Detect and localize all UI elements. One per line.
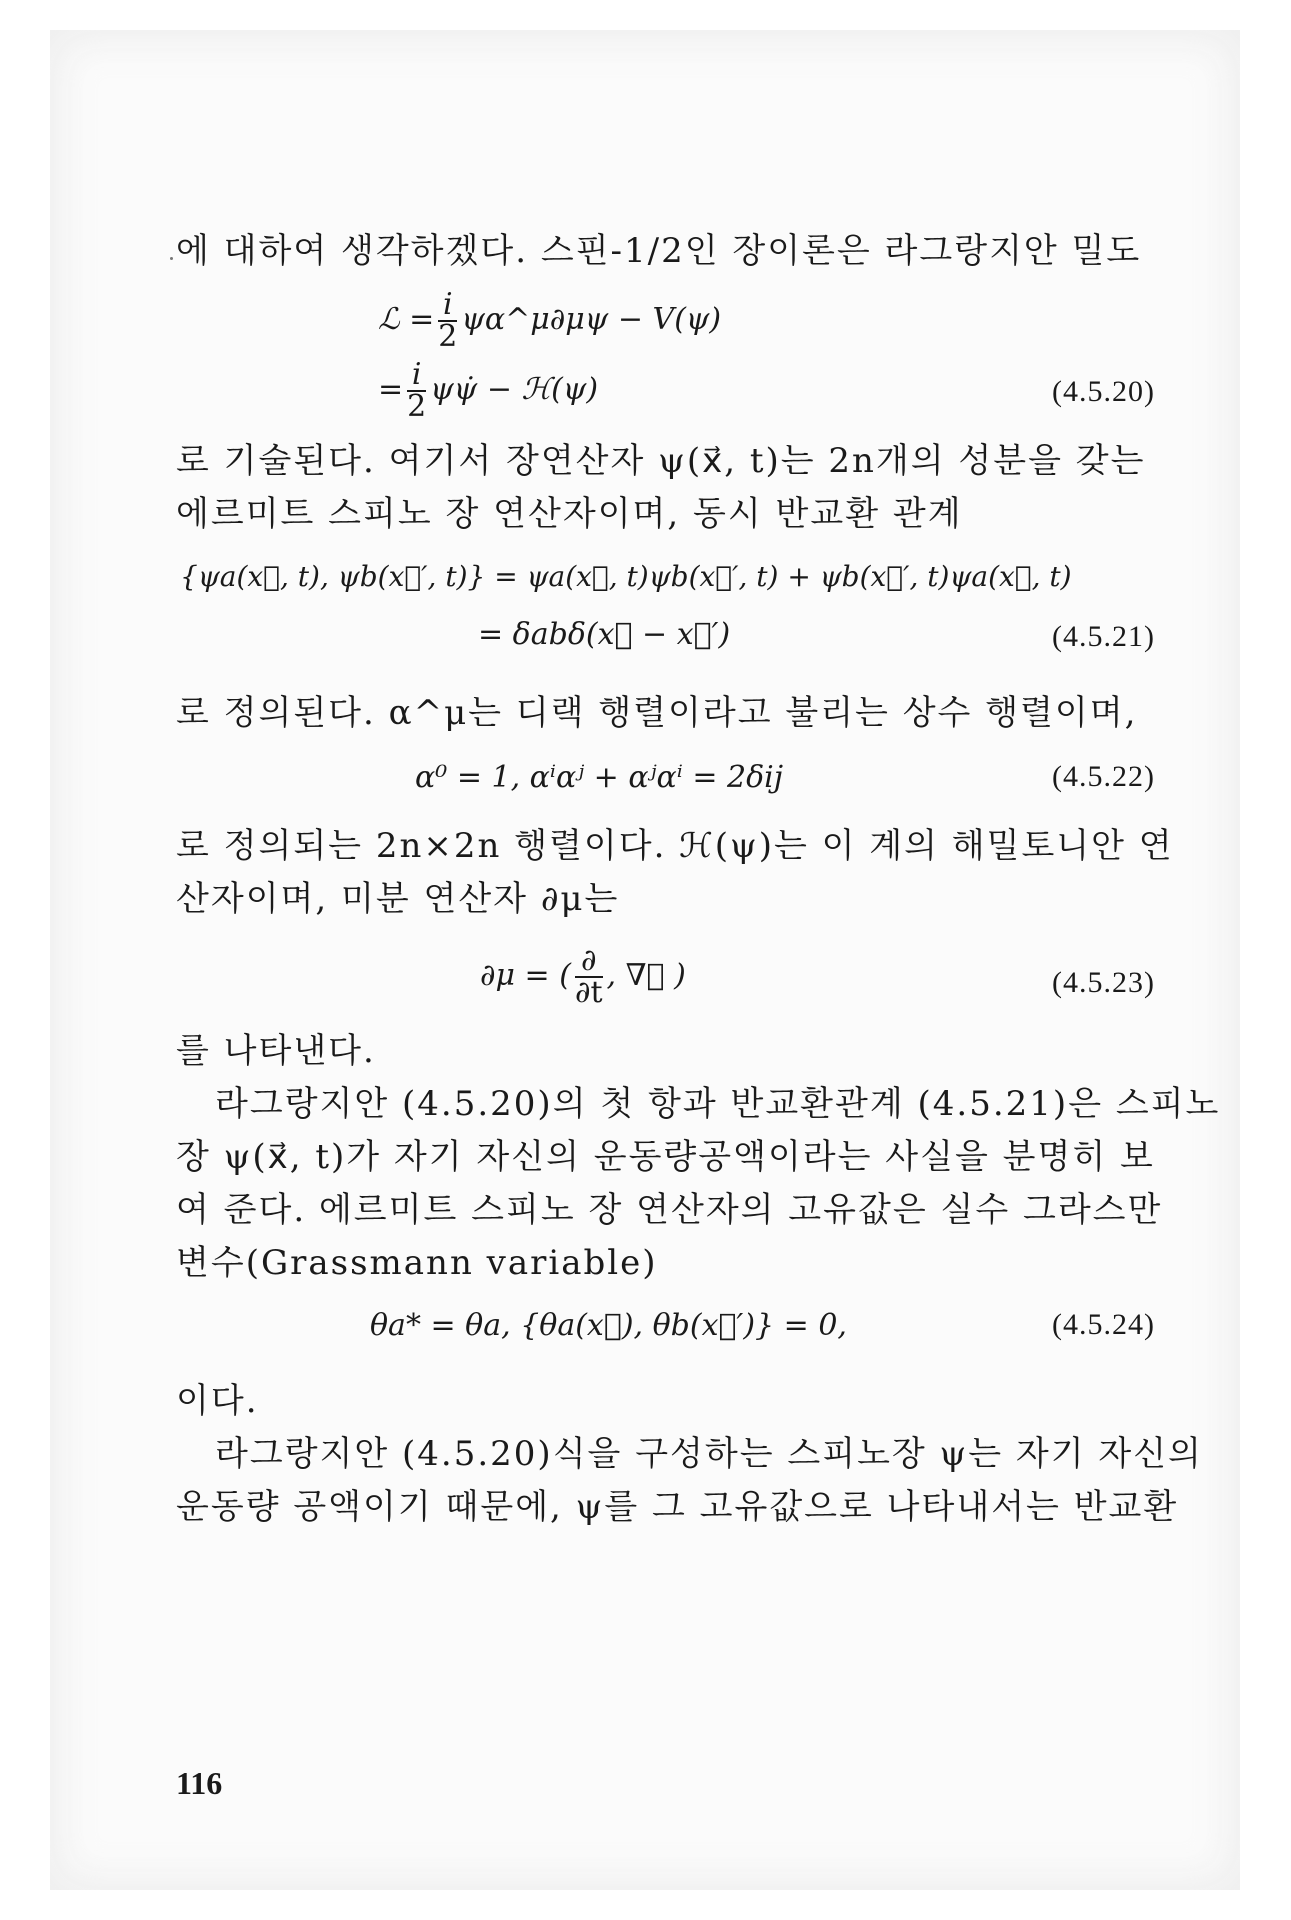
paragraph-line-8: 라그랑지안 (4.5.20)의 첫 항과 반교환관계 (4.5.21)은 스피노 xyxy=(215,1084,1221,1124)
paragraph-line-9: 장 ψ(x⃗, t)가 자기 자신의 운동량공액이라는 사실을 분명히 보 xyxy=(176,1137,1155,1177)
paragraph-line-3: 에르미트 스피노 장 연산자이며, 동시 반교환 관계 xyxy=(176,494,963,534)
paragraph-line-10: 여 준다. 에르미트 스피노 장 연산자의 고유값은 실수 그라스만 xyxy=(176,1190,1163,1230)
page-number: 116 xyxy=(176,1765,223,1801)
paragraph-line-13: 라그랑지안 (4.5.20)식을 구성하는 스피노장 ψ는 자기 자신의 xyxy=(215,1434,1203,1474)
fraction: $\frac{i}{2}$ xyxy=(407,357,427,424)
equation-number-4-5-22: (4.5.22) xyxy=(1052,760,1155,793)
fraction: $\frac{\partial}{\partial t}$ xyxy=(574,943,603,1010)
equation-4-5-20-line-1 xyxy=(378,287,722,354)
equation-number-4-5-24: (4.5.24) xyxy=(1052,1308,1155,1341)
paragraph-line-11: 변수(Grassmann variable) xyxy=(176,1243,658,1283)
eq-rhs: , ∇⃗ ) xyxy=(606,958,686,993)
eq-lhs: = xyxy=(378,372,404,407)
paragraph-line-4: 로 정의된다. α^μ는 디랙 행렬이라고 불리는 상수 행렬이며, xyxy=(176,693,1138,733)
equation-4-5-20-line-2 xyxy=(378,357,599,424)
paragraph-line-14: 운동량 공액이기 때문에, ψ를 그 고유값으로 나타내서는 반교환 xyxy=(176,1487,1179,1527)
paragraph-line-5: 로 정의되는 2n×2n 행렬이다. ℋ(ψ)는 이 계의 해밀토니안 연 xyxy=(176,826,1174,866)
paragraph-line-6: 산자이며, 미분 연산자 ∂μ는 xyxy=(176,879,620,919)
paragraph-line-1: 에 대하여 생각하겠다. 스핀-1/2인 장이론은 라그랑지안 밀도 xyxy=(176,231,1142,271)
speck xyxy=(170,257,173,260)
equation-number-4-5-23: (4.5.23) xyxy=(1052,966,1155,999)
eq-lhs: ℒ = xyxy=(378,302,435,337)
eq-lhs: ∂μ = ( xyxy=(480,958,571,993)
equation-number-4-5-20: (4.5.20) xyxy=(1052,375,1155,408)
equation-4-5-23 xyxy=(480,943,686,1010)
equation-4-5-24: θa* = θa, {θa(x⃗), θb(x⃗′)} = 0, xyxy=(370,1308,847,1343)
equation-4-5-21-line-2: = δabδ(x⃗ − x⃗′) xyxy=(478,617,731,652)
eq-rhs: ψα^μ∂μψ − V(ψ) xyxy=(461,302,722,337)
eq-rhs: ψψ̇ − ℋ(ψ) xyxy=(430,372,599,407)
paragraph-line-7: 를 나타낸다. xyxy=(176,1031,376,1071)
fraction: $\frac{i}{2}$ xyxy=(438,287,458,354)
equation-number-4-5-21: (4.5.21) xyxy=(1052,620,1155,653)
paragraph-line-12: 이다. xyxy=(176,1381,259,1421)
equation-4-5-22: α⁰ = 1, αⁱαʲ + αʲαⁱ = 2δij xyxy=(415,760,784,795)
equation-4-5-21-line-1: {ψa(x⃗, t), ψb(x⃗′, t)} = ψa(x⃗, t)ψb(x⃗′, t) + ψb(x⃗′, t)ψa(x⃗, t) xyxy=(180,560,1072,593)
paragraph-line-2: 로 기술된다. 여기서 장연산자 ψ(x⃗, t)는 2n개의 성분을 갖는 xyxy=(176,441,1146,481)
